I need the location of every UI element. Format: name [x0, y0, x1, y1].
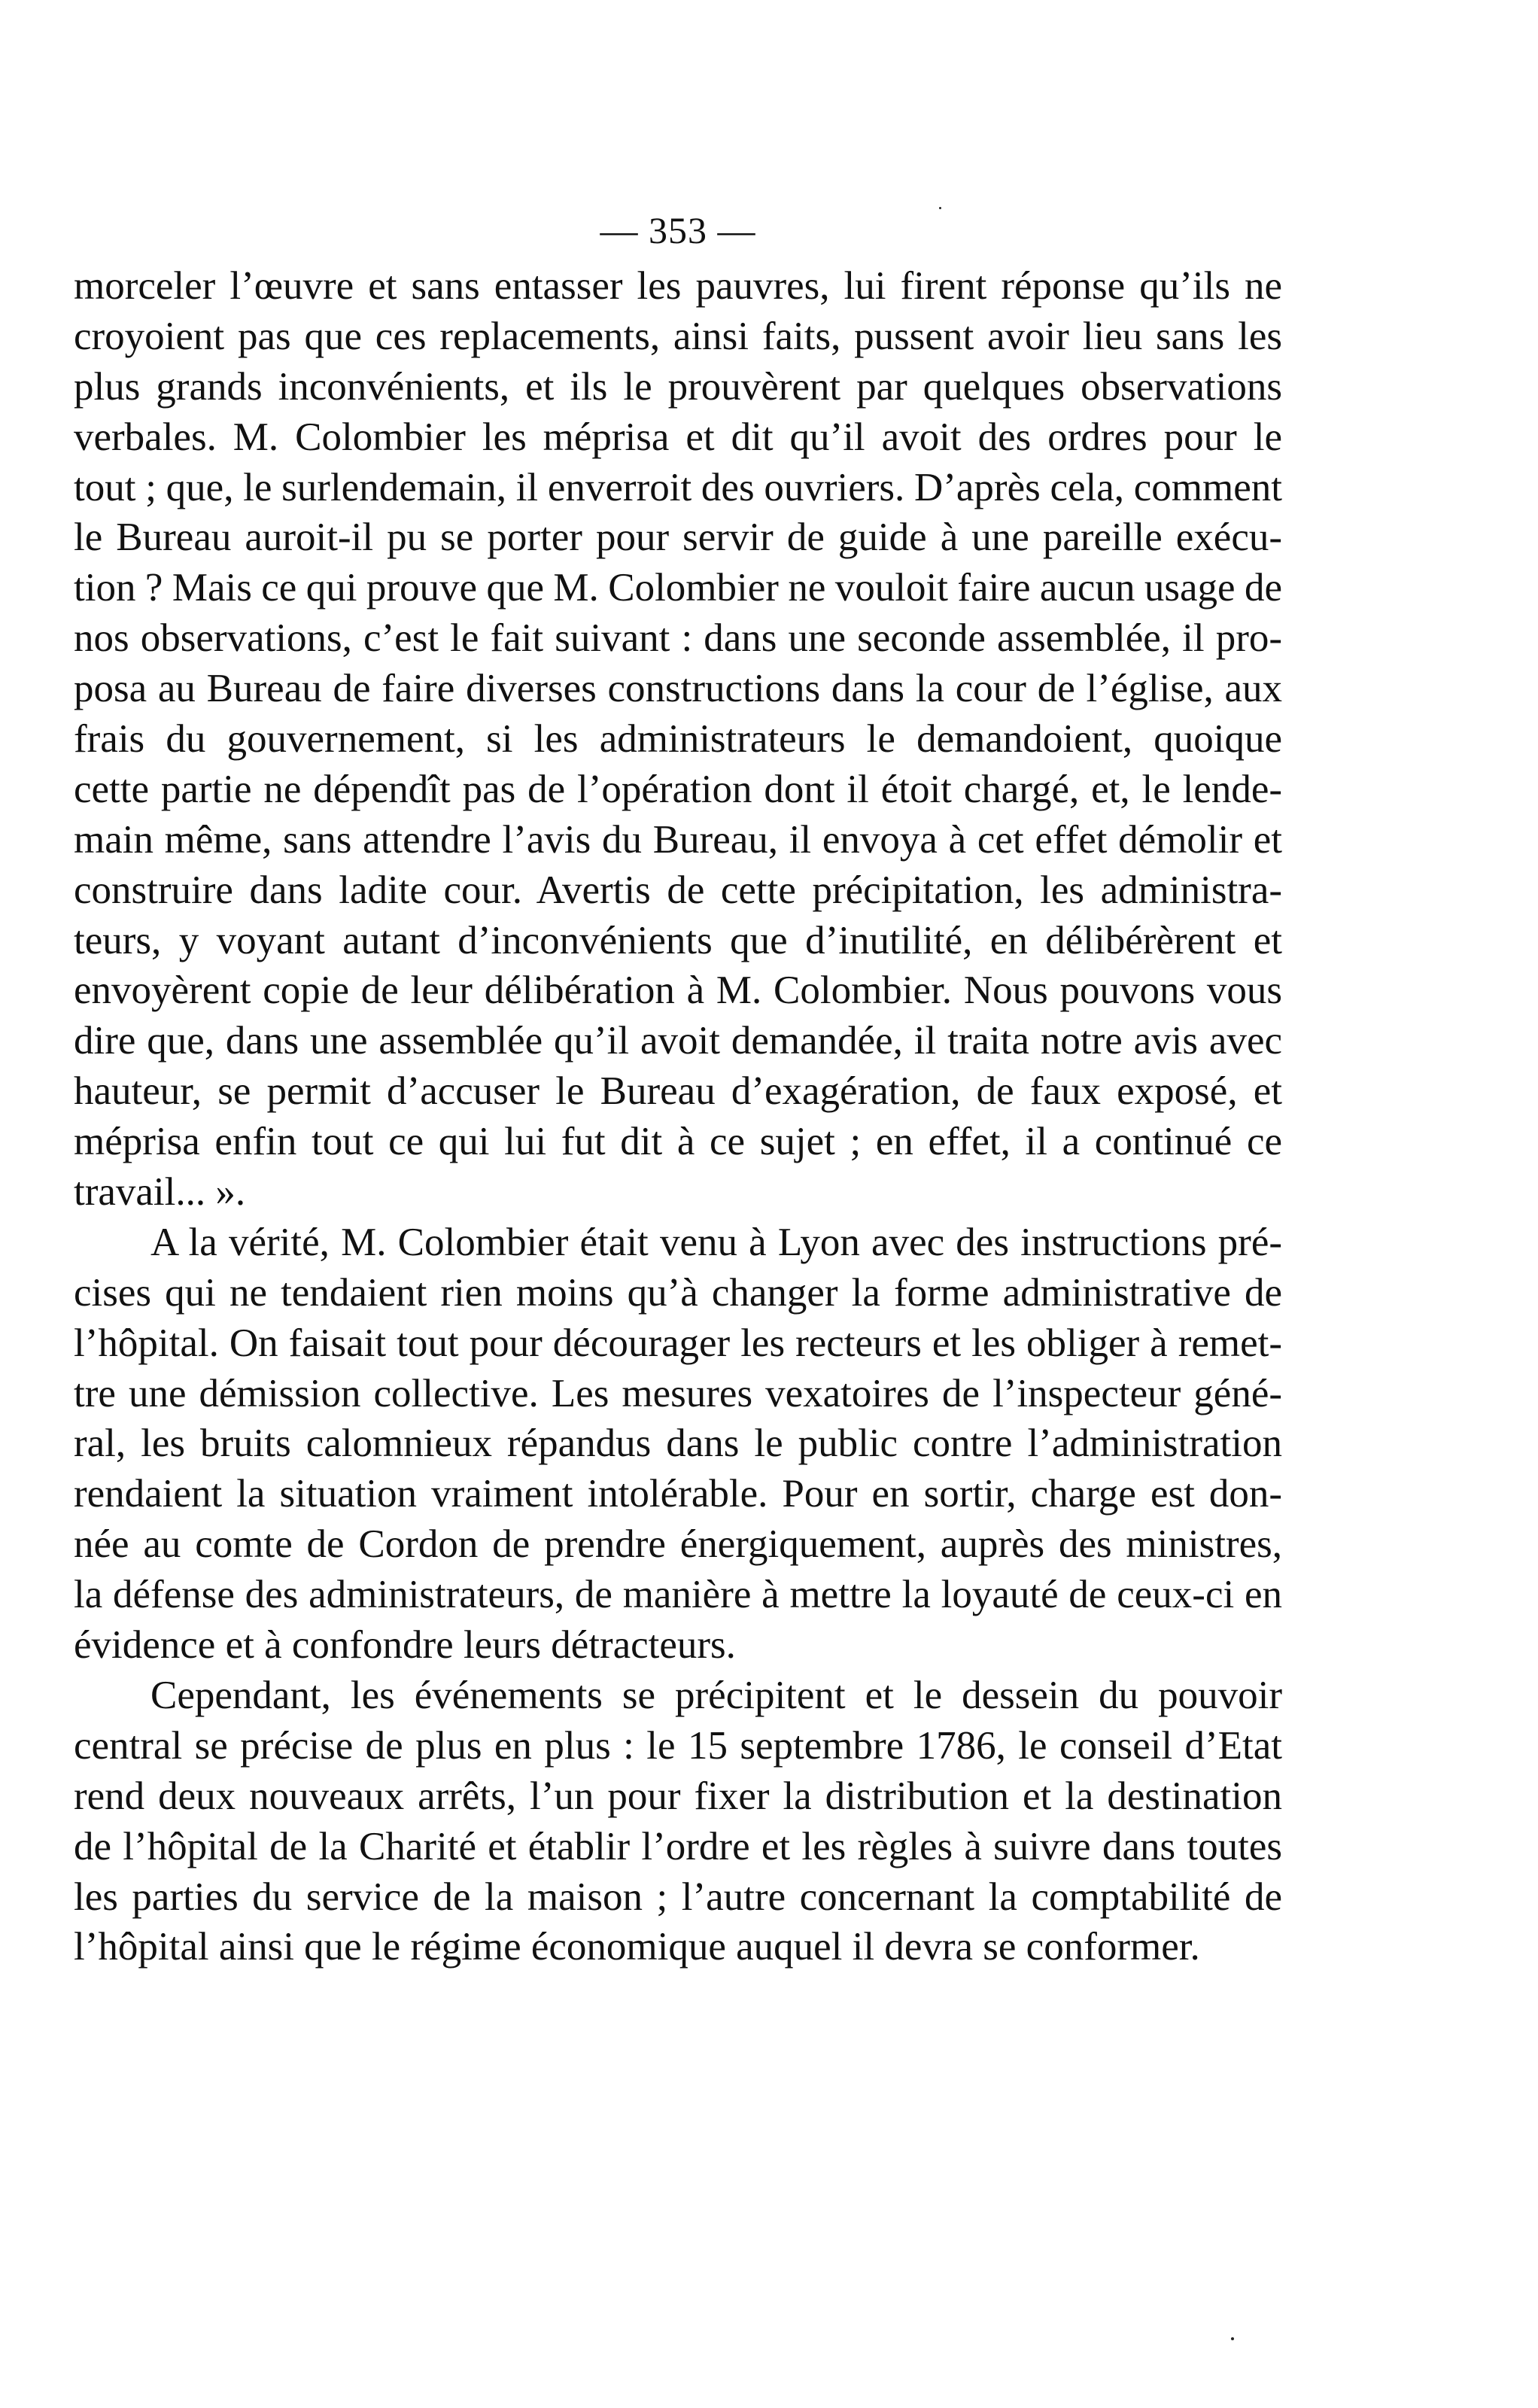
text-line: nos observations, c’est le fait suivant : dans une seconde assemblée, il pro- — [74, 616, 1282, 661]
text-line: née au comte de Cordon de prendre énergiquement, auprès des ministres, — [74, 1522, 1282, 1567]
text-line: les parties du service de la maison ; l’autre concernant la comptabilité de — [74, 1874, 1282, 1919]
text-line: rendaient la situation vraiment intolérable. Pour en sortir, charge est don- — [74, 1472, 1282, 1516]
text-line: central se précise de plus en plus : le 15 septembre 1786, le conseil d’Etat — [74, 1723, 1282, 1768]
text-line: tout ; que, le surlendemain, il enverroit des ouvriers. D’après cela, comment — [74, 465, 1282, 509]
print-speck — [1231, 2337, 1234, 2340]
text-line: cette partie ne dépendît pas de l’opération dont il étoit chargé, et, le lende- — [74, 767, 1282, 811]
page-number: — 353 — — [600, 209, 756, 251]
text-line: A la vérité, M. Colombier était venu à Lyon avec des instructions pré- — [150, 1220, 1282, 1264]
text-line: l’hôpital. On faisait tout pour décourager les recteurs et les obliger à remet- — [74, 1321, 1282, 1365]
text-line: verbales. M. Colombier les méprisa et dit qu’il avoit des ordres pour le — [74, 415, 1282, 459]
text-line: teurs, y voyant autant d’inconvénients que d’inutilité, en délibérèrent et — [74, 918, 1282, 962]
text-line: de l’hôpital de la Charité et établir l’ordre et les règles à suivre dans toutes — [74, 1824, 1282, 1868]
text-line: la défense des administrateurs, de manière à mettre la loyauté de ceux-ci en — [74, 1573, 1282, 1617]
text-line: rend deux nouveaux arrêts, l’un pour fixer la distribution et la destination — [74, 1774, 1282, 1818]
text-line: construire dans ladite cour. Avertis de cette précipitation, les administra- — [74, 868, 1282, 912]
paragraph-3 — [74, 1671, 1282, 1972]
paragraph-2 — [74, 1218, 1282, 1671]
text-line: travail... ». — [74, 1170, 246, 1215]
print-speck — [939, 207, 941, 209]
text-line: frais du gouvernement, si les administrateurs le demandoient, quoique — [74, 717, 1282, 762]
text-line: dire que, dans une assemblée qu’il avoit demandée, il traita notre avis avec — [74, 1019, 1282, 1063]
text-line: croyoient pas que ces replacements, ainsi faits, pussent avoir lieu sans les — [74, 314, 1282, 358]
text-line: tion ? Mais ce qui prouve que M. Colombier ne vouloit faire aucun usage de — [74, 566, 1282, 610]
text-line: main même, sans attendre l’avis du Bureau, il envoya à cet effet démolir et — [74, 817, 1282, 862]
text-line: hauteur, se permit d’accuser le Bureau d’exagération, de faux exposé, et — [74, 1069, 1282, 1114]
text-line: morceler l’œuvre et sans entasser les pauvres, lui firent réponse qu’ils ne — [74, 264, 1282, 308]
body-text — [74, 261, 1282, 1972]
text-line: posa au Bureau de faire diverses constructions dans la cour de l’église, aux — [74, 667, 1282, 711]
text-line: envoyèrent copie de leur délibération à M. Colombier. Nous pouvons vous — [74, 968, 1282, 1013]
text-line: ral, les bruits calomnieux répandus dans le public contre l’administration — [74, 1421, 1282, 1466]
text-line: l’hôpital ainsi que le régime économique auquel il devra se conformer. — [74, 1925, 1200, 1969]
text-line: tre une démission collective. Les mesures vexatoires de l’inspecteur géné- — [74, 1371, 1282, 1415]
text-line: plus grands inconvénients, et ils le prouvèrent par quelques observations — [74, 364, 1282, 409]
text-line: méprisa enfin tout ce qui lui fut dit à ce sujet ; en effet, il a continué ce — [74, 1120, 1282, 1164]
text-line: évidence et à confondre leurs détracteurs. — [74, 1623, 736, 1668]
paragraph-1 — [74, 261, 1282, 1218]
text-line: Cependant, les événements se précipitent et le dessein du pouvoir — [150, 1673, 1282, 1717]
text-line: le Bureau auroit-il pu se porter pour servir de guide à une pareille exécu- — [74, 515, 1282, 560]
text-line: cises qui ne tendaient rien moins qu’à changer la forme administrative de — [74, 1270, 1282, 1315]
